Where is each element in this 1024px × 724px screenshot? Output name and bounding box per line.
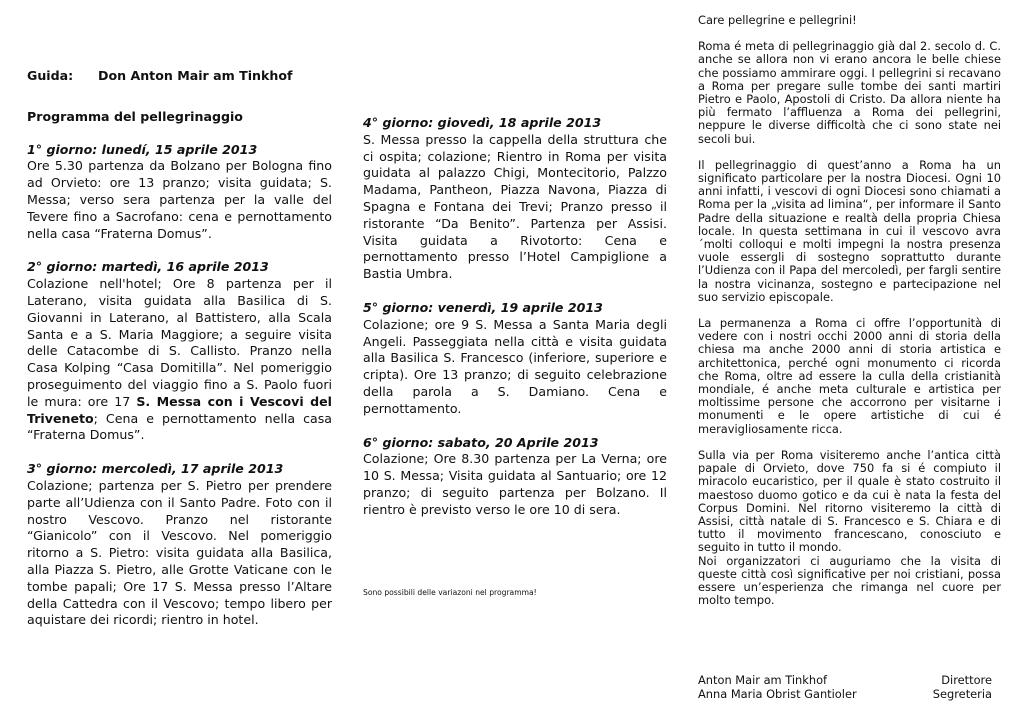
day-4 — [363, 115, 667, 283]
signature-role: Direttore — [941, 673, 992, 687]
day-3 — [27, 461, 332, 629]
signature-block — [698, 674, 992, 701]
day-2 — [27, 259, 332, 444]
program-title: Programma del pellegrinaggio — [27, 108, 243, 124]
day-heading: 6° giorno: sabato, 20 Aprile 2013 — [363, 434, 599, 450]
guide-line — [27, 68, 332, 85]
program-column-middle — [363, 115, 667, 536]
day-text-part: ; Cena e pernottamento nella casa “Fraterna Domus”. — [27, 410, 332, 443]
day-text — [27, 276, 332, 444]
signature-row — [698, 688, 992, 702]
letter-paragraph: Noi organizzatori ci auguriamo che la visita di queste città così significative per noi cristiani, possa essere un’esperienza che rimanga nel cuore per molto tempo. — [698, 553, 1001, 608]
letter-paragraph: Il pellegrinaggio di quest’anno a Roma ha un significato particolare per la nostra Diocesi. Ogni 10 anni infatti, i vescovi di ogni Diocesi sono chiamati a Roma per la „visita ad limina“, per informare il Santo Padre della situazione e realtà della propria Chiesa locale. In questa settimana in cui il vescovo avra´molti colloqui e molti impegni la nostra presenza vuole essergli di sostegno soprattutto durante l’Udienza con il Papa del mercoledì, per fargli sentire la nostra vicinanza, sostegno e partecipazione nel suo servizio episcopale. — [698, 157, 1001, 304]
day-text-highlight: S. Messa con i Vescovi del Triveneto — [27, 393, 333, 426]
guide-name: Don Anton Mair am Tinkhof — [98, 68, 293, 83]
day-heading: 5° giorno: venerdì, 19 aprile 2013 — [363, 299, 603, 315]
day-text: Colazione; partenza per S. Pietro per prendere parte all’Udienza con il Santo Padre. Foto con il nostro Vescovo. Pranzo nel ristorante “Gianicolo” con il Vescovo. Nel pomeriggio ritorno a S. Pietro: visita guidata alla Basilica, alla Piazza S. Pietro, alle Grotte Vaticane con le tombe papali; Ore 17 S. Messa presso l’Altare della Cattedra con il Vescovo; tempo libero per aquistare dei ricordi; rientro in hotel. — [27, 477, 332, 628]
day-6 — [363, 435, 667, 519]
day-text: Colazione; ore 9 S. Messa a Santa Maria degli Angeli. Passeggiata nella città e visita guidata alla Basilica S. Francesco (inferiore, superiore e cripta). Ore 13 pranzo; di seguito celebrazione della parola a S. Damiano. Cena e pernottamento. — [363, 316, 667, 416]
program-change-note: Sono possibili delle variazoni nel programma! — [363, 588, 537, 597]
letter-paragraph: Roma é meta di pellegrinaggio già dal 2. secolo d. C. anche se allora non vi erano ancora le belle chiese che possiamo ammirare oggi. I pellegrini si recavano a Roma per pregare sulle tombe dei santi martiri Pietro e Paolo, Apostoli di Cristo. Da allora niente ha più fermato l’affluenza a Roma dei pellegrini, neppure le diverse difficoltà che ci sono state nei secoli bui. — [698, 39, 1001, 146]
signature-name: Anna Maria Obrist Gantioler — [698, 686, 857, 701]
day-1 — [27, 142, 332, 243]
day-heading: 1° giorno: lunedí, 15 aprile 2013 — [27, 141, 258, 157]
day-text: S. Messa presso la cappella della struttura che ci ospita; colazione; Rientro in Roma per visita guidata al palazzo Chigi, Montecitorio, Palzzo Madama, Pantheon, Piazza Navona, Piazza di Spagna e Fontana dei Trevi; Pranzo presso il ristorante “Da Benito”. Partenza per Assisi. Visita guidata a Rivotorto: Cena e pernottamento presso l’Hotel Campiglione a Bastia Umbra. — [363, 131, 667, 282]
day-text: Colazione; Ore 8.30 partenza per La Verna; ore 10 S. Messa; Visita guidata al Santuario; ore 12 pranzo; di seguito partenza per Bolzano. Il rientro è previsto verso le ore 10 di sera. — [363, 451, 667, 517]
letter-paragraph: Sulla via per Roma visiteremo anche l’antica città papale di Orvieto, dove 750 fa si é compiuto il miracolo eucaristico, per il quale è stato costruito il maestoso duomo gotico e da cui è nata la festa del Corpus Domini. Nel ritorno visiteremo la città di Assisi, città natale di S. Francesco e S. Chiara e di tutto il movimento francescano, conosciuto e seguito in tutto il mondo. — [698, 447, 1001, 555]
day-heading: 4° giorno: giovedì, 18 aprile 2013 — [363, 115, 602, 130]
letter-paragraph: La permanenza a Roma ci offre l’opportunità di vedere con i nostri occhi 2000 anni di storia della chiesa ma anche 2000 anni di storia artistica e architettonica, perché ogni monumento ci ricorda che Roma, oltre ad essere la culla della cristianità mondiale, é anche meta culturale e artistica per moltissime persone che accorrono per visitarne i monumenti e le opere artistiche di cui é meravigliosamente ricca. — [698, 316, 1001, 436]
letter-greeting: Care pellegrine e pellegrini! — [698, 13, 857, 27]
program-column-left — [27, 68, 332, 646]
letter-column — [698, 14, 1001, 607]
day-text: Ore 5.30 partenza da Bolzano per Bologna fino ad Orvieto: ore 13 pranzo; visita guidata; S. Messa; verso sera partenza per la valle del Tevere fino a Sacrofano: cena e pernottamento nella casa “Fraterna Domus”. — [27, 158, 332, 241]
guide-label: Guida: — [27, 68, 74, 83]
day-5 — [363, 300, 667, 418]
signature-row — [698, 674, 992, 688]
day-text-part: Colazione nell'hotel; Ore 8 partenza per il Laterano, visita guidata alla Basilica di S. Giovanni in Laterano, al Battistero, alla Scala Santa e a S. Maria Maggiore; a seguire visita delle Catacombe di S. Callisto. Pranzo nella Casa Kolping “Casa Domitilla”. Nel pomeriggio proseguimento del viaggio fino a S. Paolo fuori le mura: ore 17 — [27, 276, 332, 409]
day-heading: 2° giorno: martedì, 16 aprile 2013 — [27, 259, 269, 275]
signature-name: Anton Mair am Tinkhof — [698, 673, 828, 687]
day-heading: 3° giorno: mercoledì, 17 aprile 2013 — [27, 461, 284, 477]
signature-role: Segreteria — [932, 686, 992, 701]
